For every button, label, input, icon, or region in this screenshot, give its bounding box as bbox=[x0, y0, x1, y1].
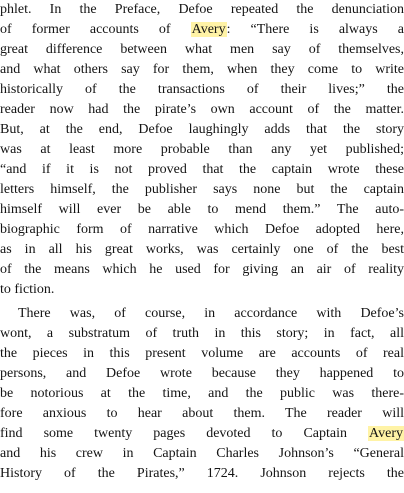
text-line bbox=[0, 100, 404, 120]
text-line bbox=[0, 404, 404, 424]
line-text: historically of the transactions of their lives;” the bbox=[0, 82, 404, 97]
line-text: find some twenty pages devoted to Captain bbox=[0, 426, 369, 441]
text-line bbox=[0, 280, 404, 300]
text-line bbox=[0, 424, 404, 444]
text-line bbox=[0, 20, 404, 40]
text-line bbox=[0, 40, 404, 60]
text-line bbox=[0, 160, 404, 180]
text-line bbox=[0, 180, 404, 200]
line-text: persons, and Defoe wrote because they happened to bbox=[0, 366, 404, 381]
line-text: of former accounts of bbox=[0, 22, 191, 37]
text-line bbox=[0, 444, 404, 464]
text-line bbox=[0, 200, 404, 220]
line-text: letters himself, the publisher says none but the captain bbox=[0, 182, 404, 197]
text-line bbox=[0, 240, 404, 260]
line-text: the pieces in this present volume are accounts of real bbox=[0, 346, 404, 361]
line-text: History of the Pirates,” 1724. Johnson rejects the bbox=[0, 466, 404, 481]
line-text: “and if it is not proved that the captain wrote these bbox=[0, 162, 404, 177]
line-text: There was, of course, in accordance with Defoe’s bbox=[18, 306, 404, 321]
line-text: to fiction. bbox=[0, 282, 55, 297]
text-line bbox=[0, 260, 404, 280]
line-text: and what others say for them, when they come to write bbox=[0, 62, 404, 77]
line-text: great difference between what men say of themselves, bbox=[0, 42, 404, 57]
text-line bbox=[0, 344, 404, 364]
line-text: : “There is always a bbox=[226, 22, 404, 37]
highlighted-term: Avery bbox=[191, 22, 226, 37]
line-text: reader now had the pirate’s own account of the matter. bbox=[0, 102, 404, 117]
line-text: wont, a substratum of truth in this story; in fact, all bbox=[0, 326, 404, 341]
line-text: be notorious at the time, and the public was there- bbox=[0, 386, 404, 401]
line-text: But, at the end, Defoe laughingly adds that the story bbox=[0, 122, 404, 137]
text-line bbox=[0, 0, 404, 20]
line-text: as in all his great works, was certainly one of the best bbox=[0, 242, 404, 257]
line-text: and his crew in Captain Charles Johnson’s “General bbox=[0, 446, 404, 461]
line-text: biographic form of narrative which Defoe adopted here, bbox=[0, 222, 404, 237]
text-line bbox=[0, 140, 404, 160]
line-text: himself will ever be able to mend them.” The auto- bbox=[0, 202, 404, 217]
text-line bbox=[0, 464, 404, 484]
text-line bbox=[0, 120, 404, 140]
line-text: of the means which he used for giving an air of reality bbox=[0, 262, 404, 277]
text-line bbox=[0, 60, 404, 80]
text-line bbox=[18, 304, 404, 324]
highlighted-term: Avery bbox=[369, 426, 403, 441]
line-text: was at least more probable than any yet published; bbox=[0, 142, 404, 157]
line-text: phlet. In the Preface, Defoe repeated the denunciation bbox=[0, 2, 404, 17]
text-line bbox=[0, 384, 404, 404]
text-line bbox=[0, 80, 404, 100]
text-line bbox=[0, 364, 404, 384]
text-line bbox=[0, 220, 404, 240]
text-line bbox=[0, 324, 404, 344]
line-text: fore anxious to hear about them. The reader will bbox=[0, 406, 404, 421]
